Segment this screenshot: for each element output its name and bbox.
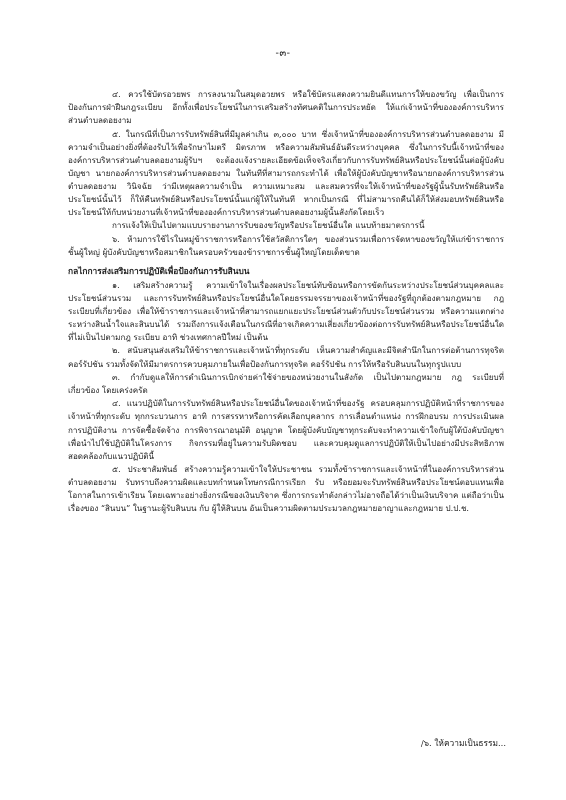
document-body: [68, 88, 504, 515]
paragraph-guidelines: ๔. แนวปฏิบัติในการรับทรัพย์สินหรือประโยชน์อื่นใดของเจ้าหน้าที่ของรัฐ ครอบคลุมการปฏิบัติหน้าที่ราชการของเจ้าหน้าที่ทุกระดับ ทุกกระบวนการ อาทิ การสรรหาหรือการคัดเลือกบุคลากร การเลื่อนตำแหน่ง การฝึกอบรม การประเมินผลการปฏิบัติงาน การจัดซื้อจัดจ้าง การพิจารณาอนุมัติ อนุญาต โดยผู้บังคับบัญชาทุกระดับจะทำความเข้าใจกับผู้ใต้บังคับบัญชา เพื่อนำไปใช้ปฏิบัติในโครงการ กิจกรรมที่อยู่ในความรับผิดชอบ และควบคุมดูแลการปฏิบัติให้เป็นไปอย่างมีประสิทธิภาพ สอดคล้องกับแนวปฏิบัตินี้: [68, 398, 504, 461]
continuation-note: /๖. ให้ความเป็นธรรม...: [420, 738, 506, 748]
paragraph-anti-corruption: ๒. สนับสนุนส่งเสริมให้ข้าราชการและเจ้าหน้าที่ทุกระดับ เห็นความสำคัญและมีจิตสำนึกในการต่อต้านการทุจริต คอร์รัปชัน รวมทั้งจัดให้มีมาตรการควบคุมภายในเพื่อป้องกันการทุจริต คอร์รัปชัน การให้หรือรับสินบนในทุกรูปแบบ: [68, 345, 504, 369]
paragraph-gift-card: ๔. ควรใช้บัตรอวยพร การลงนามในสมุดอวยพร หรือใช้บัตรแสดงความยินดีแทนการให้ของขวัญ เพื่อเป็นการป้องกันการฝ่าฝืนกฎระเบียบ อีกทั้งเพื่อประโยชน์ในการเสริมสร้างทัศนคติในการประหยัด ให้แก่เจ้าหน้าที่ขององค์การบริหารส่วนตำบลดอยงาม: [68, 89, 504, 126]
paragraph-awareness: ๑. เสริมสร้างความรู้ ความเข้าใจในเรื่องผลประโยชน์ทับซ้อนหรือการขัดกันระหว่างประโยชน์ส่วนบุคคลและประโยชน์ส่วนรวม และการรับทรัพย์สินหรือประโยชน์อื่นใดโดยธรรมจรรยาของเจ้าหน้าที่ของรัฐที่ถูกต้องตามกฎหมาย กฎ ระเบียบที่เกี่ยวข้อง เพื่อให้ข้าราชการและเจ้าหน้าที่สามารถแยกแยะประโยชน์ส่วนตัวกับประโยชน์ส่วนรวม หรือความแตกต่างระหว่างสินน้ำใจและสินบนได้ รวมถึงการแจ้งเตือนในกรณีที่อาจเกิดความเสี่ยงเกี่ยวข้องต่อการรับทรัพย์สินหรือประโยชน์อื่นใดที่ไม่เป็นไปตามกฎ ระเบียบ อาทิ ช่วงเทศกาลปีใหม่ เป็นต้น: [68, 279, 504, 343]
paragraph-public-relations: ๕. ประชาสัมพันธ์ สร้างความรู้ความเข้าใจให้ประชาชน รวมทั้งข้าราชการและเจ้าหน้าที่ในองค์การบริหารส่วนตำบลดอยงาม รับทราบถึงความผิดและบทกำหนดโทษกรณีการเรียก รับ หรือยอมจะรับทรัพย์สินหรือประโยชน์ตอบแทนเพื่อโอกาสในการเข้าเรียน โดยเฉพาะอย่างยิ่งกรณีของเงินบริจาค ซึ่งการกระทำดังกล่าวไม่อาจถือได้ว่าเป็นเงินบริจาค แต่ถือว่าเป็นเรื่องของ “สินบน” ในฐานะผู้รับสินบน กับ ผู้ให้สินบน อันเป็นความผิดตามประมวลกฎหมายอาญาและกฎหมาย ป.ป.ช.: [68, 464, 504, 514]
paragraph-report-form: การแจ้งให้เป็นไปตามแบบรายงานการรับของขวัญหรือประโยชน์อื่นใด แนบท้ายมาตรการนี้: [112, 220, 425, 231]
section-heading: กลไกการส่งเสริมการปฏิบัติเพื่อป้องกันการรับสินบน: [68, 265, 250, 276]
page-number: -๓-: [275, 48, 291, 59]
paragraph-high-value-gift: ๕. ในกรณีที่เป็นการรับทรัพย์สินที่มีมูลค่าเกิน ๓,๐๐๐ บาท ซึ่งเจ้าหน้าที่ขององค์การบริหารส่วนตำบลดอยงาม มีความจำเป็นอย่างยิ่งที่ต้องรับไว้เพื่อรักษาไมตรี มิตรภาพ หรือความสัมพันธ์อันดีระหว่างบุคคล ซึ่งในการรับนี้เจ้าหน้าที่ขององค์การบริหารส่วนตำบลดอยงามผู้รับฯ จะต้องแจ้งรายละเอียดข้อเท็จจริงเกี่ยวกับการรับทรัพย์สินหรือประโยชน์นั้นต่อผู้บังคับบัญชา นายกองค์การบริหารส่วนตำบลดอยงาม ในทันทีที่สามารถกระทำได้ เพื่อให้ผู้บังคับบัญชาหรือนายกองค์การบริหารส่วนตำบลดอยงาม วินิจฉัย ว่ามีเหตุผลความจำเป็น ความเหมาะสม และสมควรที่จะให้เจ้าหน้าที่ของรัฐผู้นั้นรับทรัพย์สินหรือประโยชน์นั้นไว้ ก็ให้คืนทรัพย์สินหรือประโยชน์นั้นแก่ผู้ให้ในทันที หากเป็นกรณี ที่ไม่สามารถคืนได้ก็ให้ส่งมอบทรัพย์สินหรือประโยชน์ให้กับหน่วยงานที่เจ้าหน้าที่ขององค์การบริหารส่วนตำบลดอยงามผู้นั้นสังกัดโดยเร็ว: [68, 128, 504, 217]
paragraph-prohibit-collection: ๖. ห้ามการใช้ไรในหมู่ข้าราชการหรือการใช้สวัสดิการใดๆ ของส่วนรวมเพื่อการจัดหาของขวัญให้แก่ข้าราชการชั้นผู้ใหญ่ ผู้บังคับบัญชาหรือสมาชิกในครอบครัวของข้าราชการชั้นผู้ใหญ่โดยเด็ดขาด: [68, 233, 504, 257]
paragraph-budget-oversight: ๓. กำกับดูแลให้การดำเนินการเบิกจ่ายค่าใช้จ่ายของหน่วยงานในสังกัด เป็นไปตามกฎหมาย กฎ ระเบียบที่เกี่ยวข้อง โดยเคร่งครัด: [68, 371, 504, 395]
